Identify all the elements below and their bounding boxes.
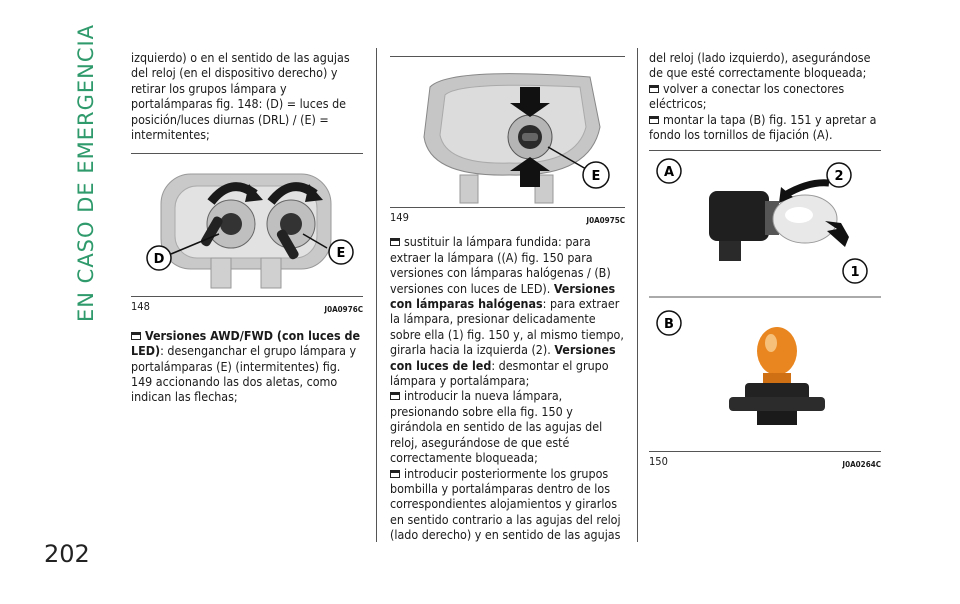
text: montar la tapa (B) fig. 151 y apretar a fondo los tornillos de fijación (A). [649,111,877,143]
bullet-item [649,81,881,112]
text: volver a conectar los conectores eléctricos; [649,80,845,112]
label-b: B [664,317,674,333]
section-title: EN CASO DE EMERGENCIA [74,23,98,322]
bullet-icon [649,116,659,124]
bullet-icon [390,392,400,400]
figure-caption [131,299,363,317]
column-1 [131,50,363,405]
figure-caption [390,210,625,228]
text: : para extraer la lámpara, presionar delicadamente sobre ella (1) fig. 150 y, al mismo tiempo, girarla hacia la izquierda (2). [390,296,624,358]
paragraph: izquierdo) o en el sentido de las agujas del reloj (en el dispositivo derecho) y retirar los grupos lámpara y portalámparas fig. 148: (D) = luces de posición/luces diurnas (DRL) / (E) = intermitentes; [131,50,350,143]
headlamp-rear-image [131,154,363,296]
column-3 [649,50,881,473]
figure-number: 148 [131,300,150,314]
label-2: 2 [834,169,844,185]
page-number: 202 [44,540,90,568]
column-2 [390,50,625,543]
figure-number: 149 [390,211,409,224]
bullet-icon [649,85,659,93]
label-a: A [663,165,675,181]
bullet-item [390,388,625,465]
bold-text: Versiones con lámparas halógenas [390,280,616,312]
bullet-item [131,328,363,405]
text: introducir la nueva lámpara, presionando sobre ella fig. 150 y girándola en sentido de las agujas del reloj, asegurándose de que esté correctamente bloqueada; [390,388,603,466]
bold-text: Versiones con luces de led [390,342,616,373]
text: sustituir la lámpara fundida: para extraer la lámpara ((A) fig. 150 para versiones con lámparas halógenas / (B) versiones con luces de LED). [390,234,611,296]
column-divider [637,48,638,542]
figure-rule [131,296,363,297]
bullet-icon [390,238,400,246]
bulbs-image [649,151,881,451]
bold-text: Versiones AWD/FWD (con luces de LED) [131,327,361,359]
figure-149 [390,57,625,207]
text: : desmontar el grupo lámpara y portalámpara; [390,357,609,389]
column-divider [376,48,377,542]
figure-rule [390,207,625,208]
figure-caption [649,454,881,472]
bullet-item [390,466,625,543]
figure-148 [131,154,363,296]
figure-code: J0A0976C [324,305,363,315]
text: introducir posteriormente los grupos bombilla y portalámparas dentro de los correspondientes alojamientos y girarlos en sentido contrario a las agujas del reloj (lado derecho) y en sentido de las agujas [390,465,621,543]
paragraph: del reloj (lado izquierdo), asegurándose de que esté correctamente bloqueada; [649,50,871,81]
label-e: E [591,169,601,184]
bullet-icon [390,470,400,478]
figure-number: 150 [649,455,668,469]
turn-signal-image [390,57,625,207]
text: : desenganchar el grupo lámpara y portalámparas (E) (intermitentes) fig. 149 accionando las dos aletas, como indican las flechas; [131,343,357,405]
bullet-icon [131,332,141,340]
figure-code: J0A0975C [586,216,625,225]
bullet-item [649,112,881,143]
figure-rule [649,451,881,452]
bullet-item [390,234,625,388]
label-d: D [153,252,165,268]
figure-code: J0A0264C [842,460,881,470]
label-1: 1 [850,265,860,281]
label-e: E [336,246,346,262]
figure-150 [649,151,881,451]
